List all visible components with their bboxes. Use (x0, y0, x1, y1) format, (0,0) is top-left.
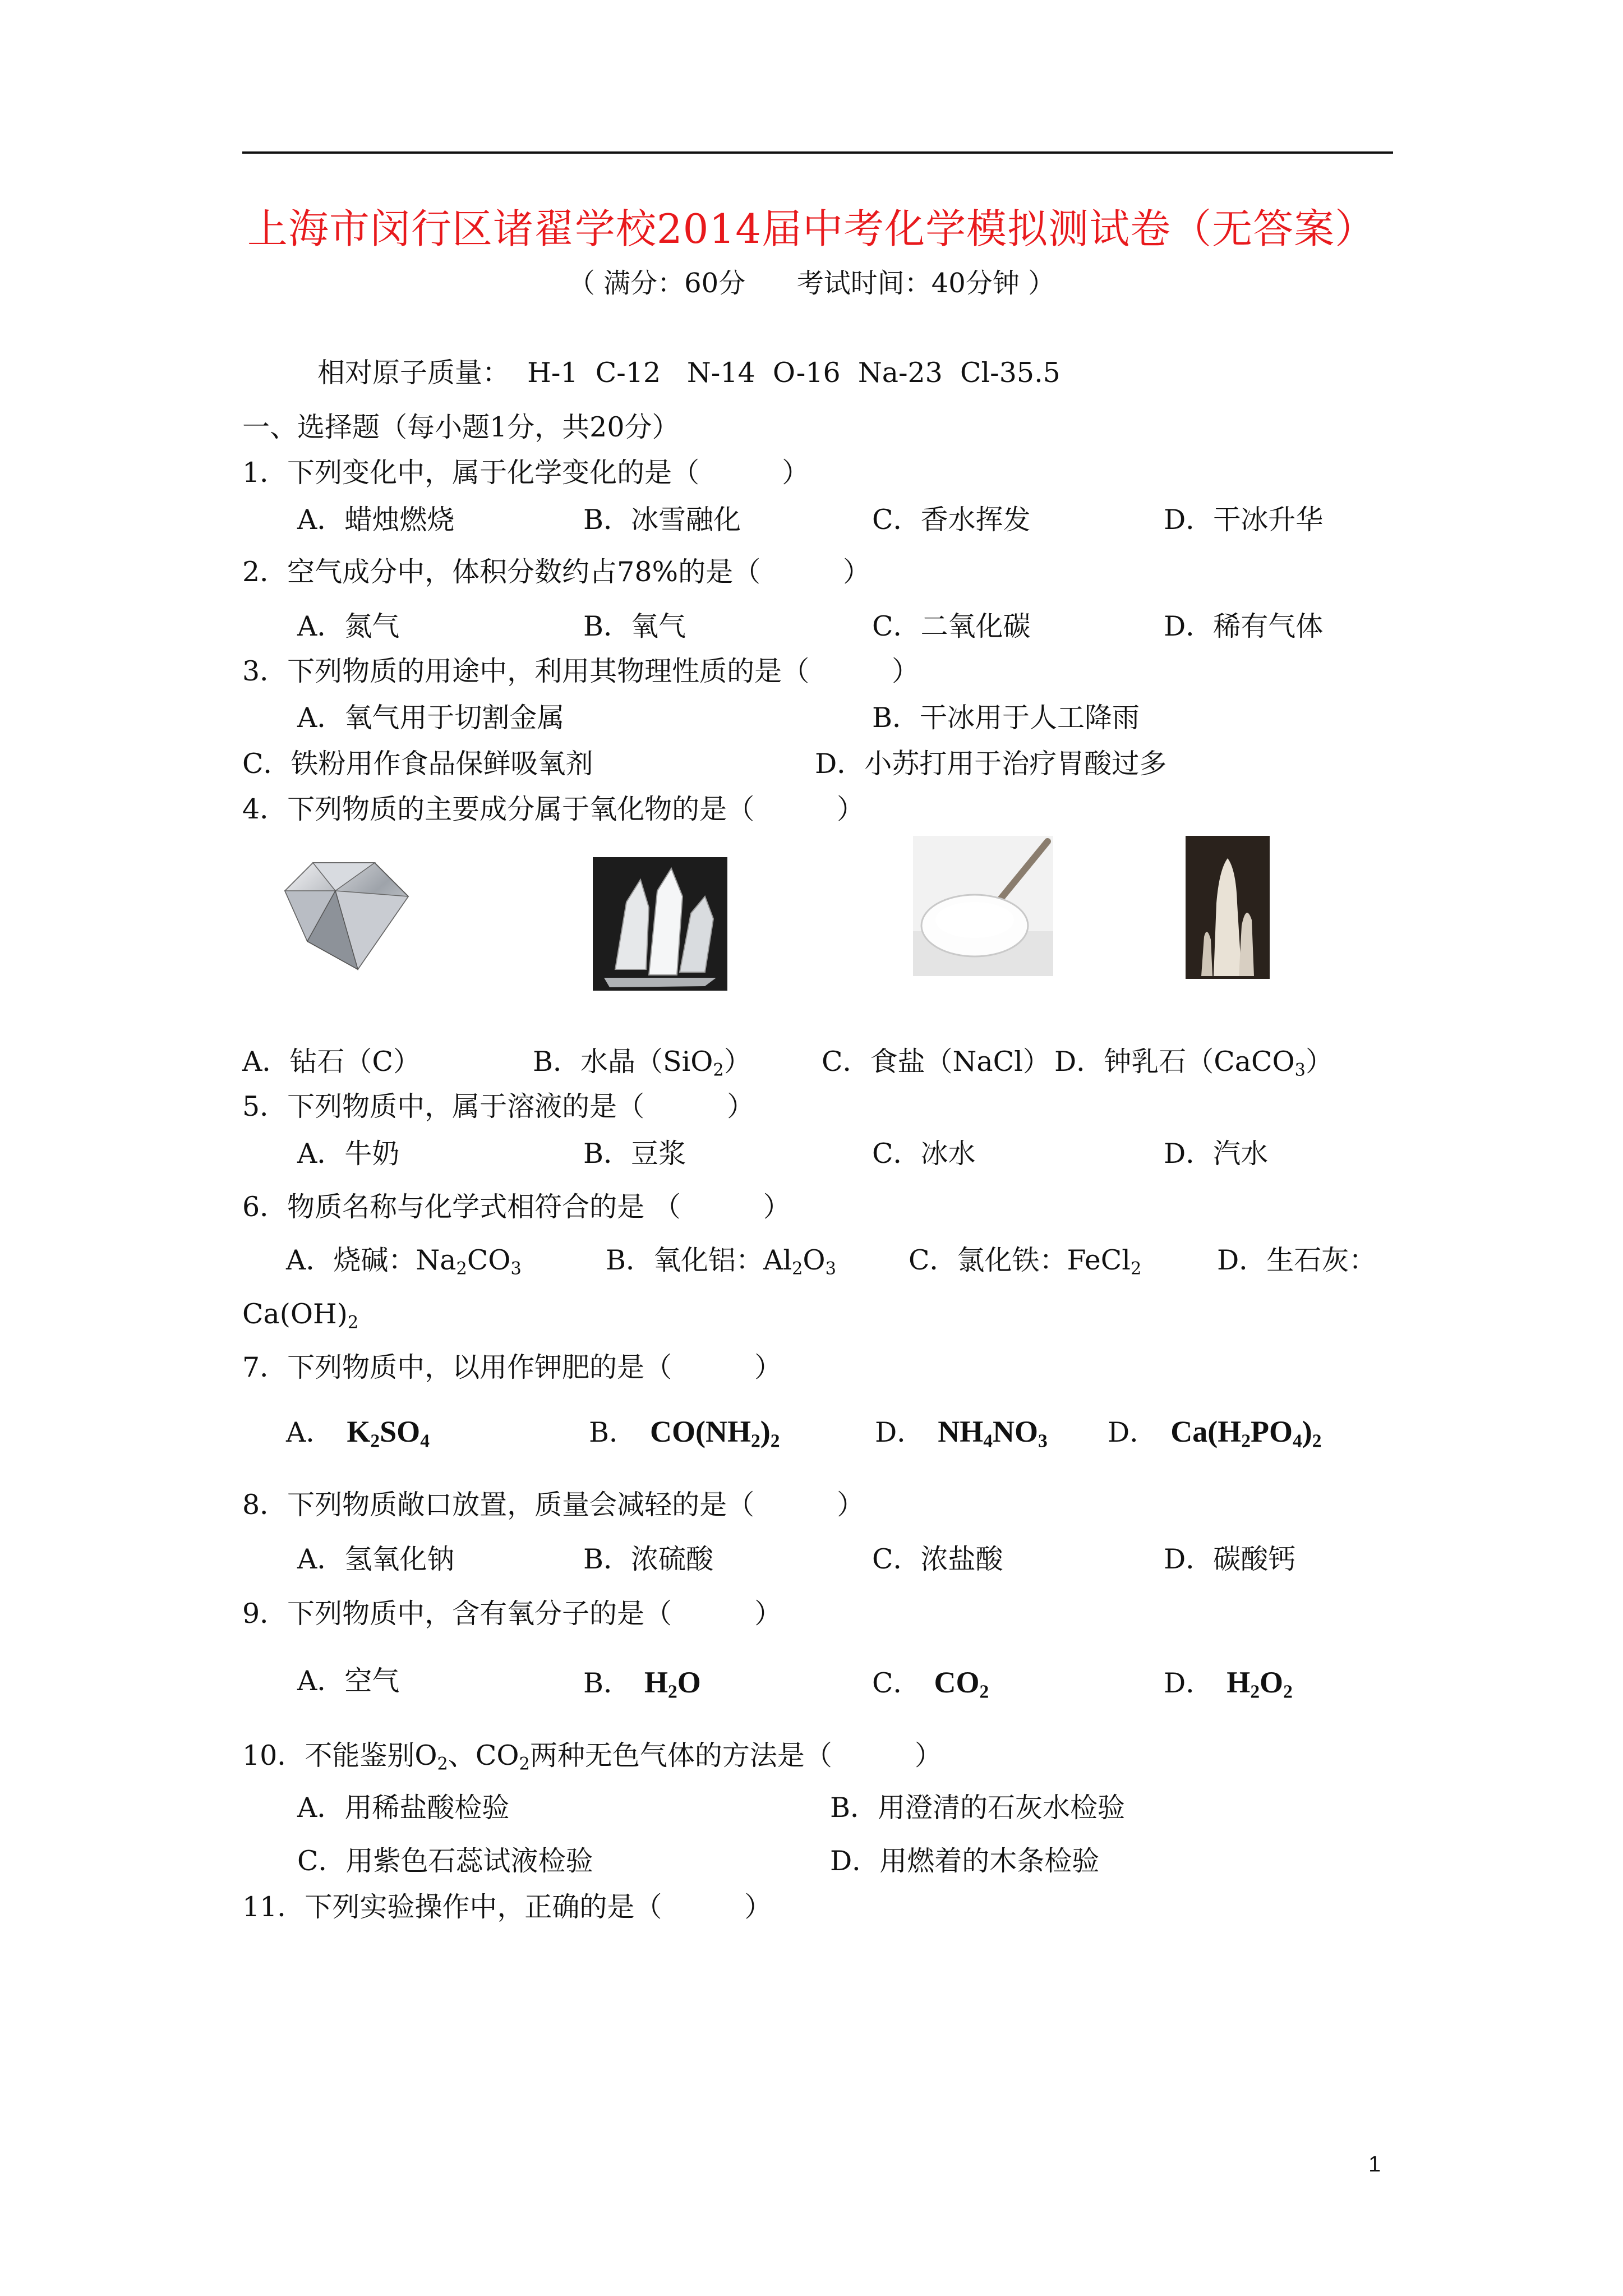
page-number: 1 (1368, 2152, 1381, 2177)
question-7-option-c: D． $NH_4NO_3$ (875, 1415, 1048, 1452)
question-9-option-a: A．空气 (297, 1665, 400, 1697)
question-3-option-a: A．氧气用于切割金属 (297, 702, 565, 734)
question-4-option-b: B．水晶（SiO$_2$） (533, 1046, 751, 1080)
question-9-option-d: D． $H_2O_2$ (1164, 1665, 1293, 1703)
question-11-stem: 11．下列实验操作中，正确的是（ ） (242, 1891, 772, 1923)
question-6-option-d-continued: $Ca(OH)_2$ (242, 1298, 359, 1333)
question-3-option-b: B．干冰用于人工降雨 (872, 702, 1140, 734)
question-1-stem: 1．下列变化中，属于化学变化的是（ ） (242, 457, 810, 489)
question-5-option-c: C．冰水 (872, 1138, 976, 1170)
question-8-stem: 8．下列物质敞口放置，质量会减轻的是（ ） (242, 1489, 865, 1521)
question-4-option-c: C．食盐（NaCl） (822, 1046, 1050, 1078)
question-5-stem: 5．下列物质中，属于溶液的是（ ） (242, 1091, 755, 1122)
question-1-option-c: C．香水挥发 (872, 504, 1031, 536)
question-3-option-c: C．铁粉用作食品保鲜吸氧剂 (242, 748, 593, 780)
question-3-option-d: D．小苏打用于治疗胃酸过多 (815, 748, 1167, 780)
question-1-option-d: D．干冰升华 (1164, 504, 1324, 536)
question-7-option-a: A． $K_2SO_4$ (286, 1415, 430, 1452)
atomic-masses: 相对原子质量： H-1 C-12 N-14 O-16 Na-23 Cl-35.5 (317, 357, 1061, 389)
question-2-option-b: B．氧气 (583, 610, 686, 642)
question-10-option-a: A．用稀盐酸检验 (297, 1792, 510, 1824)
question-5-option-a: A．牛奶 (297, 1138, 400, 1170)
salt-spoon-image (913, 836, 1053, 976)
question-7-option-d: D． $Ca(H_2PO_4)_2$ (1108, 1415, 1322, 1452)
quartz-crystal-image (593, 857, 727, 991)
question-2-stem: 2．空气成分中，体积分数约占78%的是（ ） (242, 556, 871, 588)
stalactite-image (1186, 836, 1270, 979)
question-7-stem: 7．下列物质中，以用作钾肥的是（ ） (242, 1351, 782, 1383)
question-7-option-b: B． $CO(NH_2)_2$ (589, 1415, 780, 1452)
question-8-option-b: B．浓硫酸 (583, 1543, 714, 1575)
question-9-stem: 9．下列物质中，含有氧分子的是（ ） (242, 1598, 782, 1630)
question-5-option-b: B．豆浆 (583, 1138, 686, 1170)
question-10-option-d: D．用燃着的木条检验 (830, 1845, 1100, 1877)
question-9-option-c: C． $CO_2$ (872, 1665, 989, 1703)
question-10-option-b: B．用澄清的石灰水检验 (830, 1792, 1126, 1824)
question-6-option-b: B．氧化铝：$Al_2O_3$ (606, 1244, 836, 1279)
header-rule (242, 151, 1393, 154)
question-4-option-d: D．钟乳石（CaCO$_3$） (1054, 1046, 1333, 1080)
question-8-option-c: C．浓盐酸 (872, 1543, 1003, 1575)
diamond-image (274, 857, 414, 975)
question-3-stem: 3．下列物质的用途中，利用其物理性质的是（ ） (242, 655, 920, 687)
question-6-option-d: D．生石灰： (1217, 1244, 1377, 1276)
question-1-option-b: B．冰雪融化 (583, 504, 741, 536)
exam-title: 上海市闵行区诸翟学校2014届中考化学模拟测试卷（无答案） (247, 205, 1376, 252)
exam-subtitle: （ 满分：60分 考试时间：40分钟 ） (568, 268, 1055, 299)
question-2-option-a: A．氮气 (297, 610, 400, 642)
question-1-option-a: A．蜡烛燃烧 (297, 504, 455, 536)
question-4-option-a: A．钻石（C） (242, 1046, 421, 1078)
question-8-option-d: D．碳酸钙 (1164, 1543, 1296, 1575)
question-4-stem: 4．下列物质的主要成分属于氧化物的是（ ） (242, 793, 865, 825)
question-2-option-d: D．稀有气体 (1164, 610, 1324, 642)
question-6-option-a: A．烧碱：$Na_2CO_3$ (286, 1244, 522, 1279)
question-2-option-c: C．二氧化碳 (872, 610, 1031, 642)
question-10-stem: 10．不能鉴别$O_2$、$CO_2$两种无色气体的方法是（ ） (242, 1740, 942, 1774)
question-9-option-b: B． $H_2O$ (583, 1665, 701, 1703)
question-6-stem: 6．物质名称与化学式相符合的是 （ ） (242, 1191, 791, 1223)
question-5-option-d: D．汽水 (1164, 1138, 1269, 1170)
question-8-option-a: A．氢氧化钠 (297, 1543, 455, 1575)
question-10-option-c: C．用紫色石蕊试液检验 (297, 1845, 593, 1877)
question-6-option-c: C．氯化铁：FeCl$_2$ (909, 1244, 1142, 1279)
section-heading: 一、选择题（每小题1分，共20分） (242, 411, 680, 443)
